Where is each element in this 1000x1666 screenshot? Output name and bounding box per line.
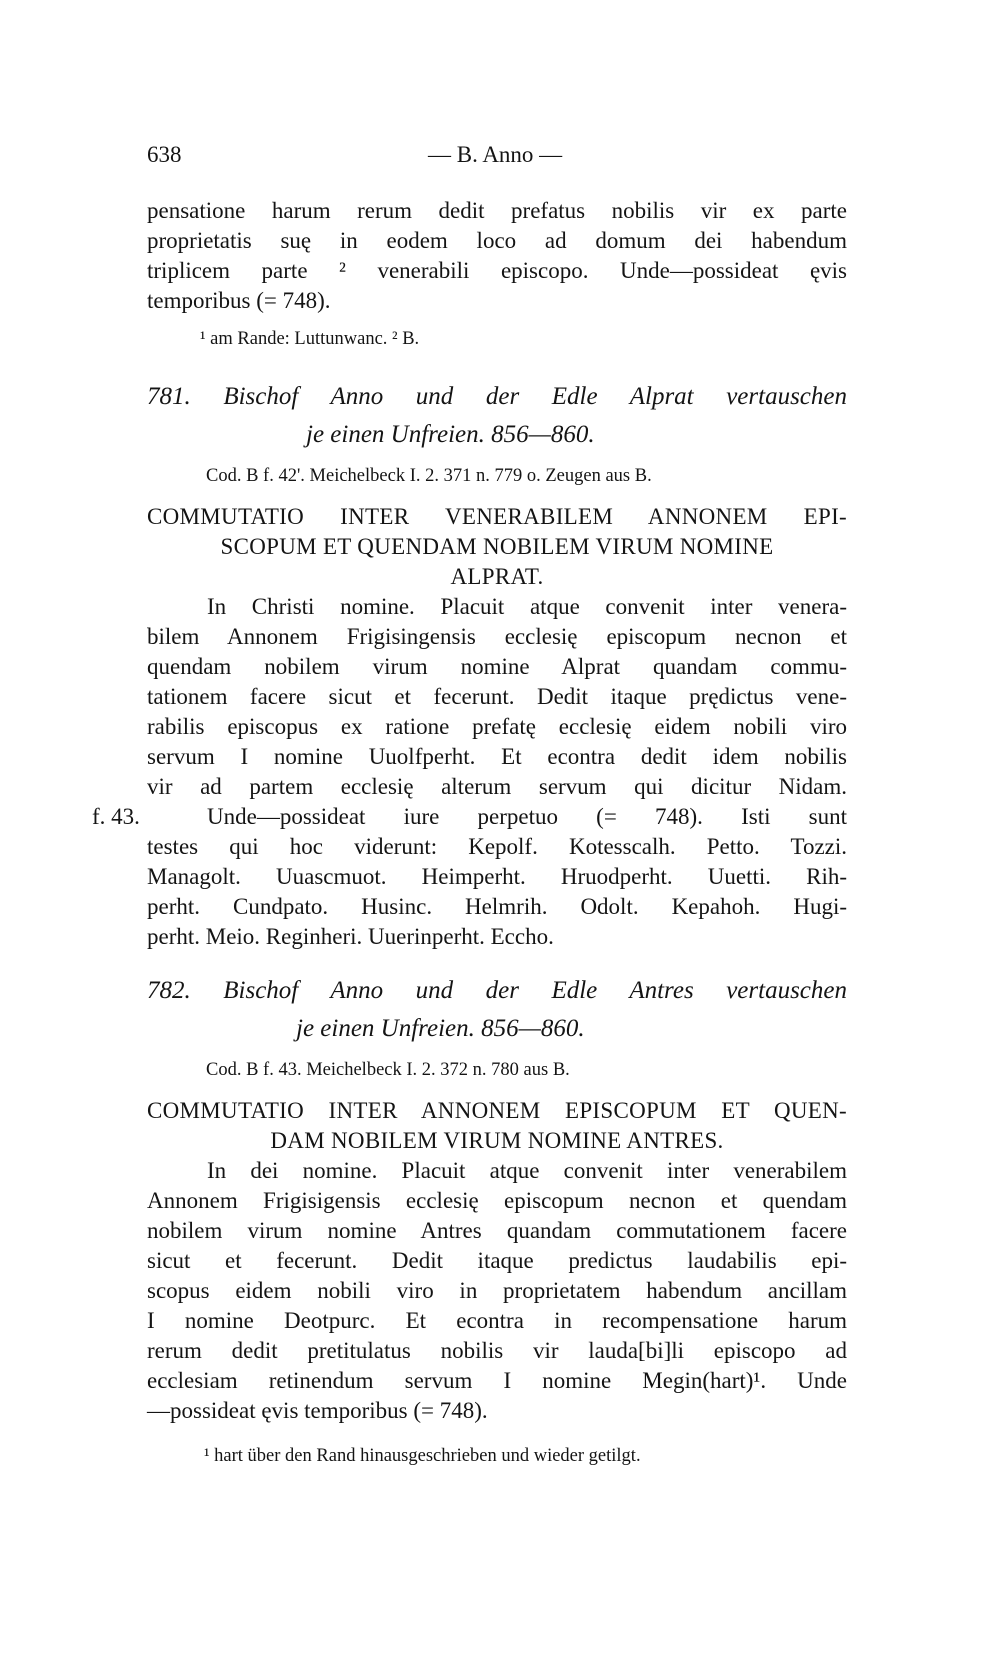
document-heading: 782. Bischof Anno und der Edle Antres vertauschen xyxy=(147,977,847,1004)
paragraph-line: rabilis episcopus ex ratione prefatę ecclesię eidem nobili viro xyxy=(147,714,847,739)
document-title: COMMUTATIO INTER ANNONEM EPISCOPUM ET QUEN- xyxy=(147,1098,847,1123)
margin-note: f. 43. xyxy=(92,804,140,829)
paragraph-line: Annonem Frigisigensis ecclesię episcopum necnon et quendam xyxy=(147,1188,847,1213)
paragraph-line: proprietatis suę in eodem loco ad domum dei habendum xyxy=(147,228,847,253)
page-number: 638 xyxy=(147,142,182,167)
paragraph-line: ecclesiam retinendum servum I nomine Megin(hart)¹. Unde xyxy=(147,1368,847,1393)
document-heading: 781. Bischof Anno und der Edle Alprat vertauschen xyxy=(147,383,847,410)
paragraph-line: Unde—possideat iure perpetuo (= 748). Isti sunt xyxy=(207,804,847,829)
paragraph-line: In Christi nomine. Placuit atque convenit inter venera- xyxy=(207,594,847,619)
paragraph-line: quendam nobilem virum nomine Alprat quandam commu- xyxy=(147,654,847,679)
paragraph-line: testes qui hoc viderunt: Kepolf. Kotesscalh. Petto. Tozzi. xyxy=(147,834,847,859)
footnote: ¹ am Rande: Luttunwanc. ² B. xyxy=(200,329,420,349)
document-heading: je einen Unfreien. 856—860. xyxy=(296,1015,585,1042)
paragraph-line: pensatione harum rerum dedit prefatus nobilis vir ex parte xyxy=(147,198,847,223)
paragraph-line: perht. Meio. Reginheri. Uuerinperht. Eccho. xyxy=(147,924,554,949)
paragraph-line: temporibus (= 748). xyxy=(147,288,331,313)
paragraph-line: I nomine Deotpurc. Et econtra in recompensatione harum xyxy=(147,1308,847,1333)
paragraph-line: —possideat ęvis temporibus (= 748). xyxy=(147,1398,488,1423)
document-heading: je einen Unfreien. 856—860. xyxy=(306,421,595,448)
source-note: Cod. B f. 42'. Meichelbeck I. 2. 371 n. 779 o. Zeugen aus B. xyxy=(206,466,652,486)
paragraph-line: tationem facere sicut et fecerunt. Dedit itaque prędictus vene- xyxy=(147,684,847,709)
document-title: COMMUTATIO INTER VENERABILEM ANNONEM EPI- xyxy=(147,504,847,529)
paragraph-line: Managolt. Uuascmuot. Heimperht. Hruodperht. Uuetti. Rih- xyxy=(147,864,847,889)
paragraph-line: bilem Annonem Frigisingensis ecclesię episcopum necnon et xyxy=(147,624,847,649)
paragraph-line: perht. Cundpato. Husinc. Helmrih. Odolt. Kepahoh. Hugi- xyxy=(147,894,847,919)
paragraph-line: vir ad partem ecclesię alterum servum qui dicitur Nidam. xyxy=(147,774,847,799)
footnote: ¹ hart über den Rand hinausgeschrieben und wieder getilgt. xyxy=(204,1446,641,1466)
document-title: ALPRAT. xyxy=(450,564,544,589)
paragraph-line: scopus eidem nobili viro in proprietatem habendum ancillam xyxy=(147,1278,847,1303)
document-title: DAM NOBILEM VIRUM NOMINE ANTRES. xyxy=(270,1128,724,1153)
source-note: Cod. B f. 43. Meichelbeck I. 2. 372 n. 780 aus B. xyxy=(206,1060,570,1080)
paragraph-line: nobilem virum nomine Antres quandam commutationem facere xyxy=(147,1218,847,1243)
document-title: SCOPUM ET QUENDAM NOBILEM VIRUM NOMINE xyxy=(220,534,774,559)
paragraph-line: sicut et fecerunt. Dedit itaque predictus laudabilis epi- xyxy=(147,1248,847,1273)
paragraph-line: In dei nomine. Placuit atque convenit inter venerabilem xyxy=(207,1158,847,1183)
paragraph-line: rerum dedit pretitulatus nobilis vir lauda[bi]li episcopo ad xyxy=(147,1338,847,1363)
running-title: — B. Anno — xyxy=(428,142,563,167)
paragraph-line: triplicem parte ² venerabili episcopo. Unde—possideat ęvis xyxy=(147,258,847,283)
paragraph-line: servum I nomine Uuolfperht. Et econtra dedit idem nobilis xyxy=(147,744,847,769)
